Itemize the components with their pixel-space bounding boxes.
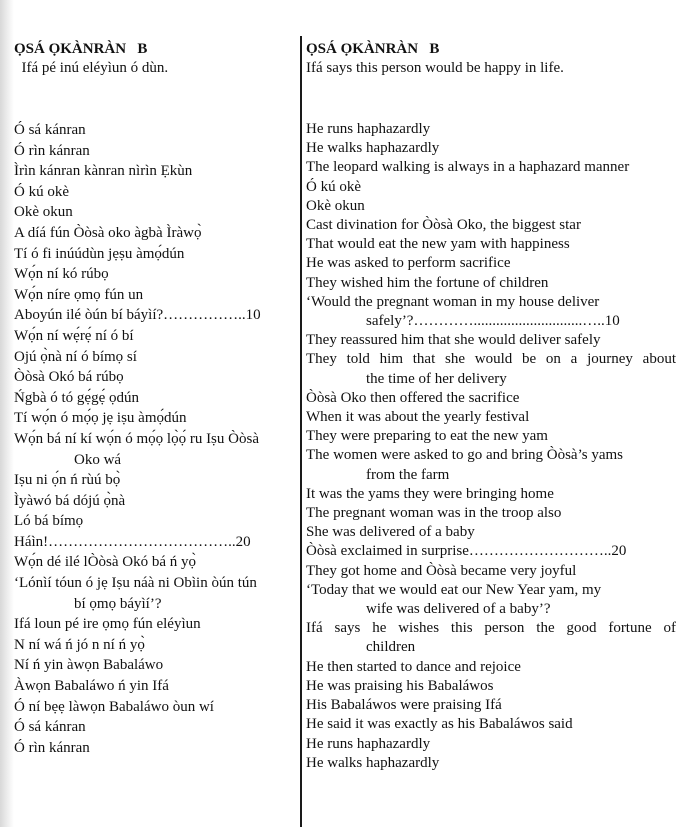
verse-line: Ifá says he wishes this person the good fortune of xyxy=(306,620,676,637)
verse-line: Ó rìn kánran xyxy=(14,142,90,159)
verse-line: They were preparing to eat the new yam xyxy=(306,428,548,445)
verse-line: When it was about the yearly festival xyxy=(306,409,530,426)
verse-line: Òòsà exclaimed in surprise………………………..20 xyxy=(306,543,627,560)
verse-line: A díá fún Òòsà oko àgbà Ìràwọ̀ xyxy=(14,224,202,241)
verse-line: Okè okun xyxy=(14,204,73,221)
verse-line: Ní ń yin àwọn Babaláwo xyxy=(14,657,164,674)
english-column xyxy=(306,40,676,771)
yoruba-heading: ỌSÁ ỌKÀNRÀN B xyxy=(14,41,148,57)
verse-line: Wọ́n dé ilé lÒòsà Okó bá ń yọ̀ xyxy=(14,554,197,571)
verse-line: Òòsà Oko then offered the sacrifice xyxy=(306,389,520,406)
verse-line: wife was delivered of a baby’? xyxy=(366,601,551,618)
verse-line: His Babaláwos were praising Ifá xyxy=(306,697,502,714)
verse-line: Aboyún ilé òún bí báyìí?……………..10 xyxy=(14,307,261,324)
verse-line: Ó kú okè xyxy=(14,183,69,200)
verse-line: The leopard walking is always in a haphazard manner xyxy=(306,159,630,176)
english-verse xyxy=(306,120,676,773)
verse-line: ‘Today that we would eat our New Year yam, my xyxy=(306,581,602,598)
verse-line: He then started to dance and rejoice xyxy=(306,658,521,675)
column-divider xyxy=(300,36,302,827)
verse-line: Ifá loun pé ire ọmọ fún eléyìun xyxy=(14,616,201,633)
verse-line: She was delivered of a baby xyxy=(306,524,475,541)
verse-line: the time of her delivery xyxy=(366,370,507,387)
verse-line: He runs haphazardly xyxy=(306,121,431,137)
verse-line: The pregnant woman was in the troop also xyxy=(306,505,562,522)
verse-line: safely’?………….............................…..10 xyxy=(366,313,620,330)
verse-line: That would eat the new yam with happiness xyxy=(306,236,570,253)
verse-line: Ó rìn kánran xyxy=(14,739,90,756)
english-heading: ỌSÁ ỌKÀNRÀN B xyxy=(306,41,440,57)
verse-line: He said it was exactly as his Babaláwos said xyxy=(306,716,573,733)
verse-line: It was the yams they were bringing home xyxy=(306,485,554,502)
verse-line: They told him that she would be on a journey about xyxy=(306,351,676,368)
yoruba-column xyxy=(14,40,296,756)
english-subtitle: Ifá says this person would be happy in life. xyxy=(306,60,564,76)
verse-line: Ìrìn kánran kànran nìrìn Ẹkùn xyxy=(14,163,193,180)
verse-line: They reassured him that she would deliver safely xyxy=(306,332,601,349)
yoruba-subtitle: Ifá pé inú eléyìun ó dùn. xyxy=(14,60,169,76)
verse-line: bí ọmọ báyìí’? xyxy=(74,595,162,612)
verse-line: Ó kú okè xyxy=(306,178,361,195)
verse-line: Tí ó fi inúúdùn jẹṣu àmọ́dún xyxy=(14,245,185,262)
page-edge-shadow xyxy=(0,0,14,827)
verse-line: from the farm xyxy=(366,466,450,483)
verse-line: They wished him the fortune of children xyxy=(306,274,549,291)
verse-line: He walks haphazardly xyxy=(306,140,440,157)
verse-line: Háìn!………………………………..20 xyxy=(14,533,251,550)
verse-line: He runs haphazardly xyxy=(306,735,431,752)
verse-line: Oko wá xyxy=(74,451,122,468)
verse-line: Ó sá kánran xyxy=(14,719,86,736)
verse-line: The women were asked to go and bring Òòsà’s yams xyxy=(306,447,624,464)
verse-line: children xyxy=(366,639,416,656)
verse-line: They got home and Òòsà became very joyful xyxy=(306,562,577,579)
verse-line: Ló bá bímọ xyxy=(14,513,84,530)
verse-line: Ó sá kánran xyxy=(14,122,86,138)
verse-line: Ó ní bẹẹ làwọn Babaláwo òun wí xyxy=(14,698,214,715)
verse-line: He walks haphazardly xyxy=(306,754,440,771)
verse-line: Ìyàwó bá dójú ọ̀nà xyxy=(14,492,126,509)
verse-line: Òòsà Okó bá rúbọ xyxy=(14,369,124,386)
yoruba-verse xyxy=(14,120,296,758)
verse-line: Ńgbà ó tó gẹ́gẹ́ ọdún xyxy=(14,389,139,406)
verse-line: Ojú ọ̀nà ní ó bímọ sí xyxy=(14,348,137,365)
verse-line: ‘Lónìí tóun ó jẹ Iṣu náà ni Obìin òún tún xyxy=(14,575,257,592)
verse-line: He was asked to perform sacrifice xyxy=(306,255,511,272)
verse-line: Okè okun xyxy=(306,197,365,214)
verse-line: Cast divination for Òòsà Oko, the biggest star xyxy=(306,217,581,234)
verse-line: N ní wá ń jó n ní ń yọ̀ xyxy=(14,636,145,653)
verse-line: Wọ́n níre ọmọ fún un xyxy=(14,286,144,303)
verse-line: ‘Would the pregnant woman in my house deliver xyxy=(306,293,600,310)
verse-line: He was praising his Babaláwos xyxy=(306,677,494,694)
verse-line: Iṣu ni ọ́n ń rùú bọ̀ xyxy=(14,472,121,489)
verse-line: Wọ́n ní kó rúbọ xyxy=(14,266,109,283)
verse-line: Wọ́n bá ní kí wọ́n ó mọ́ọ lọ̀ọ́ ru Iṣu Òòsà xyxy=(14,430,259,447)
verse-line: Wọ́n ní wẹ́rẹ́ ní ó bí xyxy=(14,327,134,344)
verse-line: Tí wọ́n ó mọ́ọ jẹ iṣu àmọ́dún xyxy=(14,410,187,427)
verse-line: Àwọn Babaláwo ń yin Ifá xyxy=(14,678,169,695)
